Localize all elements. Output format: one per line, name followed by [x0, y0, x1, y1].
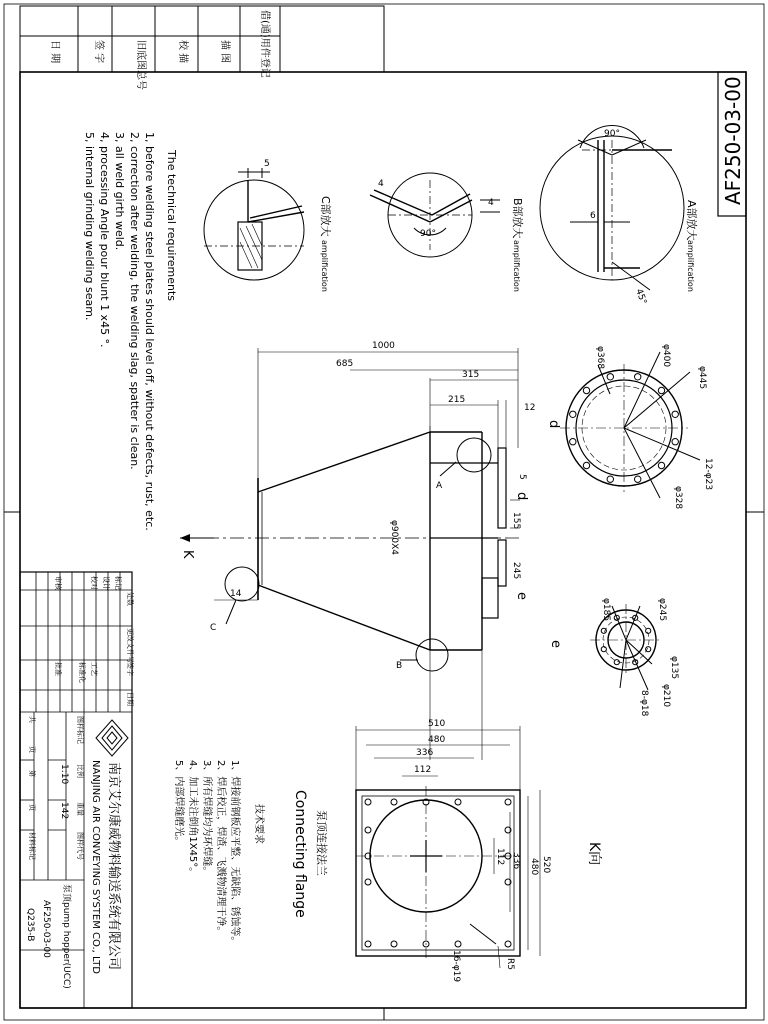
k-view-bolt-hole [365, 799, 371, 805]
flange-e-bolt-hole [614, 660, 619, 665]
label-e: e [514, 592, 529, 600]
tech-en-item-1: 1, before welding steel plates should level off, without defects, rust, etc. [143, 132, 156, 531]
company-logo [96, 720, 128, 756]
tech-cn-item-1: 1、焊接前钢板应平整、无缺陷、锈蚀等。 [229, 760, 240, 947]
tech-en-item-3: 3, all weld girth weld. [113, 132, 126, 251]
detail-a-subtitle: amplification [686, 240, 695, 292]
flange-d-bolt-hole [658, 387, 664, 393]
drawing-number: AF250-03-00 [721, 76, 745, 205]
flange-d-bolt-hole [583, 387, 589, 393]
k-view-labels [292, 719, 602, 982]
detail-c-subtitle: amplification [320, 240, 329, 292]
flange-e-labels [548, 598, 679, 717]
detail-a-dim-6: 6 [590, 211, 596, 221]
flange-d-bolt-hole [607, 374, 613, 380]
k-view-label: K向 [586, 842, 602, 866]
tech-cn-item-4: 4、加工未注倒角1X45°。 [187, 760, 198, 878]
flange-e-dim-185: φ185 [601, 598, 611, 622]
tb-cell-code-label: 图样代号 [76, 832, 84, 860]
tech-en-item-5: 5, internal grinding welding seam. [83, 132, 96, 321]
tb-cell-page2: 页 [28, 804, 36, 811]
k-view-bolt-hole [455, 799, 461, 805]
side-box-old-label: 旧底图总号 [135, 40, 146, 90]
flange-e-dim-holes: 8-φ18 [639, 690, 649, 717]
detail-a-dim-45: 45° [633, 287, 649, 307]
dim-14: 14 [230, 589, 242, 599]
flange-e-bolt-hole [646, 628, 651, 633]
tb-row-process: 工艺 [90, 662, 98, 676]
detail-c-dim-5: 5 [264, 159, 270, 169]
side-box-sign-label: 签 字 [93, 40, 104, 64]
tb-cell-weight-label: 重量 [76, 802, 84, 816]
flange-d-labels [546, 344, 713, 509]
k-view-title-en: Connecting flange [292, 790, 308, 918]
label-b: B [396, 661, 403, 671]
side-box [20, 6, 384, 72]
k-dim-r5: R5 [505, 958, 515, 970]
dim-1000: 1000 [372, 341, 395, 351]
tb-col-count: 处数 [126, 592, 134, 606]
flange-d-dim-368: φ368 [595, 346, 605, 370]
flange-d-bolt-hole [672, 411, 678, 417]
flange-d-bolt-hole [570, 439, 576, 445]
k-view-bolt-hole [391, 941, 397, 947]
tech-cn-item-2: 2、焊后校正，焊渣、飞溅物清理干净。 [215, 760, 226, 937]
flange-e-bolt-hole [601, 628, 606, 633]
tb-cell-material-label: 材料标记 [28, 832, 36, 860]
flange-e-dim-135: φ135 [669, 656, 679, 680]
company-name-en: NANJING AIR CONVEYING SYSTEM CO., LTD [90, 760, 101, 975]
label-a: A [436, 481, 443, 491]
k-view-bolt-hole [505, 941, 511, 947]
side-box-date-label: 日 期 [49, 40, 60, 64]
k-dim-holes: 16-φ19 [451, 950, 461, 983]
tech-en-item-4: 4, processing Angle pour blunt 1 x45 °. [98, 132, 111, 348]
tech-requirements-cn [173, 760, 266, 946]
flange-e-label: e [548, 640, 563, 648]
k-dim-480: 480 [428, 735, 446, 745]
detail-b-title: B部放大 [511, 198, 524, 239]
detail-a-title: A部放大 [685, 200, 698, 241]
flange-d-view [560, 352, 700, 498]
k-dim-510: 510 [428, 719, 446, 729]
label-k: K [180, 550, 195, 559]
tb-cell-total: 共 [28, 716, 36, 723]
side-box-check-label: 校 描 [177, 40, 188, 64]
company-name-cn: 南京艾尔康威物料输送系统有限公司 [106, 762, 121, 971]
dim-12: 12 [524, 403, 536, 413]
flange-d-bolt-hole [570, 411, 576, 417]
tb-row-review: 审核 [54, 576, 62, 590]
detail-b-angle: 90° [420, 229, 436, 239]
dim-245: 245 [511, 562, 521, 580]
detail-b-dim-right: 4 [488, 198, 494, 208]
k-view-flange [356, 726, 540, 968]
k-view-bolt-hole [365, 879, 371, 885]
dim-diameter: φ900X4 [389, 520, 399, 556]
tb-cell-scale-label: 比例 [76, 764, 84, 778]
k-dim-336v: 336 [511, 852, 521, 870]
label-d: d [514, 492, 529, 501]
flange-e-dim-210: φ210 [661, 684, 671, 708]
detail-b-dim-left: 4 [378, 179, 384, 189]
k-dim-112v: 112 [495, 848, 505, 866]
flange-d-bolt-hole [672, 439, 678, 445]
k-view-bolt-hole [391, 799, 397, 805]
label-c: C [210, 623, 217, 633]
k-dim-520: 520 [541, 856, 551, 874]
tb-row-mark: 标记 [114, 576, 122, 590]
dim-155: 155 [511, 512, 521, 530]
flange-d-dim-holes: 12-φ23 [703, 458, 713, 491]
flange-e-dim-245: φ245 [657, 598, 667, 622]
tb-row-design: 设计 [102, 576, 110, 590]
flange-d-bolt-hole [635, 374, 641, 380]
side-box-labels [49, 10, 272, 90]
flange-d-bolt-hole [607, 476, 613, 482]
tech-en-item-2: 2, correction after welding, the welding slag, spatter is clean. [128, 132, 141, 470]
detail-a [540, 125, 684, 290]
tb-row-proof: 校对 [90, 576, 98, 590]
detail-b-subtitle: amplification [512, 240, 521, 292]
part-name-value: 泵顶pump hopper(UCC) [61, 884, 71, 989]
title-block-values [25, 764, 72, 989]
tech-cn-item-3: 3、所有焊缝均为环焊缝。 [201, 760, 212, 877]
tb-row-std: 标准化 [78, 662, 86, 683]
k-dim-480v: 480 [529, 858, 539, 876]
flange-d-bolt-hole [635, 476, 641, 482]
detail-a-angle: 90° [604, 129, 620, 139]
flange-d-dim-328: φ328 [673, 486, 683, 510]
tb-cell-page1: 页 [28, 746, 36, 753]
tb-col-file: 更改文件号 [126, 628, 134, 663]
dim-5: 5 [517, 474, 527, 480]
flange-e-bolt-hole [646, 647, 651, 652]
dim-315: 315 [462, 370, 480, 380]
tech-cn-item-5: 5、内部焊缝磨光。 [173, 760, 184, 847]
side-box-reg-label: 借(通)用件登记 [259, 10, 270, 78]
side-box-trace-label: 描 图 [219, 40, 230, 64]
k-view-bolt-hole [365, 827, 371, 833]
flange-d-bolt-hole [583, 462, 589, 468]
detail-b [370, 173, 500, 257]
k-view-bolt-hole [365, 941, 371, 947]
tb-cell-no: 第 [28, 770, 36, 777]
main-view-hopper [180, 348, 520, 760]
k-dim-112: 112 [414, 765, 432, 775]
flange-e-view [590, 604, 662, 690]
material-value: Q235-B [25, 908, 35, 942]
k-dim-336: 336 [416, 748, 434, 758]
tb-col-sign: 签字 [126, 662, 134, 676]
tb-cell-pattern-mark: 图样标记 [76, 716, 84, 744]
weight-value: 142 [59, 802, 69, 820]
scale-value: 1:10 [59, 764, 69, 785]
flange-d-bolt-hole [658, 462, 664, 468]
flange-d-dim-445: φ445 [697, 366, 707, 390]
k-view-bolt-hole [505, 799, 511, 805]
tb-row-approve: 批准 [54, 662, 62, 676]
detail-c-title: C部放大 [319, 196, 332, 237]
flange-d-dim-400: φ400 [661, 344, 671, 368]
tech-requirements-en [83, 132, 178, 531]
flange-d-label: d [546, 420, 561, 429]
detail-c [204, 168, 304, 280]
k-view-bolt-hole [455, 941, 461, 947]
dim-685: 685 [336, 359, 354, 369]
k-view-title-cn: 泵顶连接法兰 [315, 810, 328, 876]
flange-e-bolt-hole [601, 647, 606, 652]
tech-cn-title: 技术要求 [253, 804, 264, 844]
drawing-number-small: AF250-03-00 [41, 900, 51, 958]
tb-col-date: 日期 [126, 692, 134, 706]
dim-215: 215 [448, 395, 466, 405]
tech-en-title: The technical requirements [165, 150, 178, 302]
